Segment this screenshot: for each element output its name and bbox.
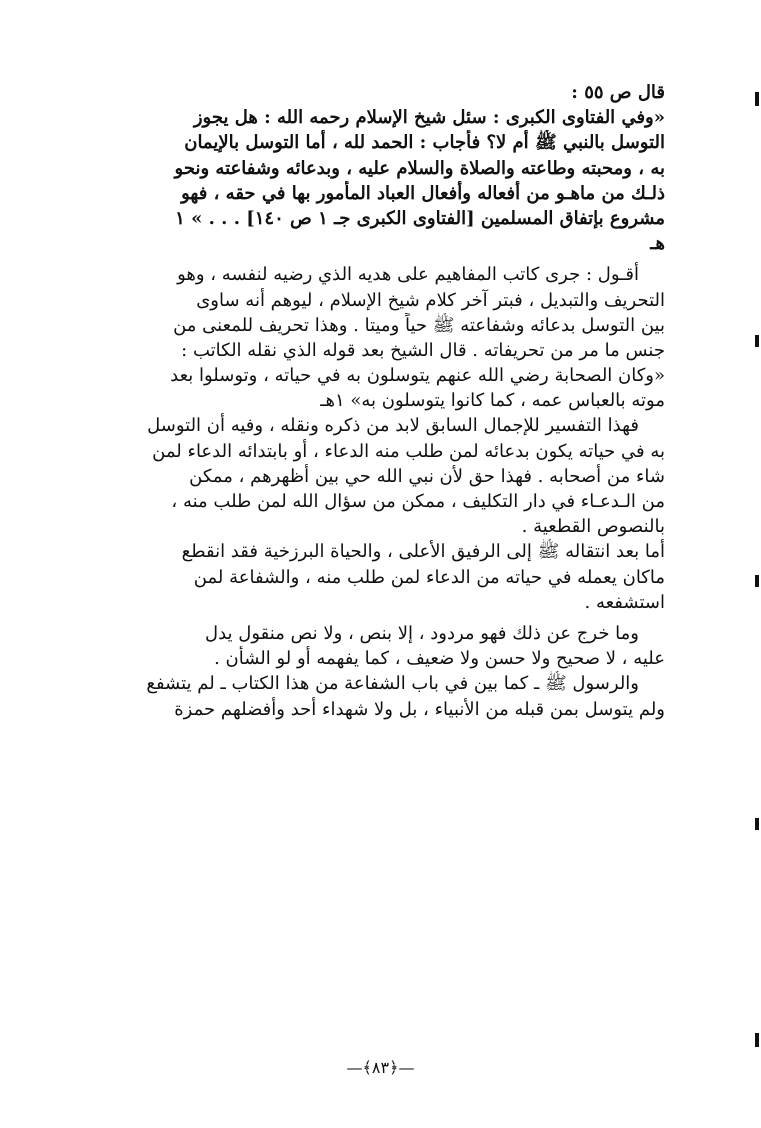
body-paragraph <box>120 262 665 413</box>
text-line: «وفي الفتاوى الكبرى : سئل شيخ الإسلام رحمه الله : هل يجوز <box>193 107 665 129</box>
text-line: استشفعه . <box>584 591 665 613</box>
text-line: بين التوسل بدعائه وشفاعته ﷺ حياً وميتا . وهذا تحريف للمعنى من <box>173 314 665 336</box>
text-line: ماكان يعمله في حياته من الدعاء لمن طلب منه ، والشفاعة لمن <box>193 566 665 588</box>
text-line: فهذا التفسير للإجمال السابق لابد من ذكره ونقله ، وفيه أن التوسل <box>147 415 639 437</box>
text-line: من الـدعـاء في دار التكليف ، ممكن من سؤال الله لمن طلب منه ، <box>171 491 665 512</box>
quote-paragraph <box>120 105 665 256</box>
text-line: ولم يتوسل بمن قبله من الأنبياء ، بل ولا شهداء أحد وأفضلهم حمزة <box>174 698 665 720</box>
body-paragraph <box>120 539 665 615</box>
section-heading: قال ص ٥٥ : <box>571 82 665 103</box>
scan-edge-mark <box>755 335 759 347</box>
page-number: —﴿٨٣﴾— <box>346 1058 415 1077</box>
scan-edge-mark <box>755 92 759 106</box>
scan-edge-mark <box>755 1033 759 1047</box>
body-paragraph <box>120 671 665 721</box>
page-body <box>120 80 665 722</box>
body-paragraph <box>120 621 665 671</box>
text-line: شاء من أصحابه . فهذا حق لأن نبي الله حي بين أظهرهم ، ممكن <box>189 465 665 487</box>
text-line: والرسول ﷺ ـ كما بين في باب الشفاعة من هذا الكتاب ـ لم يتشفع <box>146 673 639 695</box>
scan-edge-mark <box>755 575 759 587</box>
text-line: أقـول : جرى كاتب المفاهيم على هديه الذي رضيه لنفسه ، وهو <box>177 264 639 286</box>
text-line: عليه ، لا صحيح ولا حسن ولا ضعيف ، كما يفهمه أو لو الشأن . <box>214 648 665 670</box>
text-line: أما بعد انتقاله ﷺ إلى الرفيق الأعلى ، والحياة البرزخية فقد انقطع <box>181 541 665 563</box>
text-line: به في حياته يكون بدعائه لمن طلب منه الدعاء ، أو بابتدائه الدعاء لمن <box>152 440 665 462</box>
text-line: التحريف والتبديل ، فبتر آخر كلام شيخ الإسلام ، ليوهم أنه ساوى <box>196 289 665 311</box>
text-line: ذلـك من ماهـو من أفعاله وأفعال العباد المأمور بها في حقه ، فهو <box>181 182 665 204</box>
text-line: وما خرج عن ذلك فهو مردود ، إلا بنص ، ولا نص منقول يدل <box>205 622 639 644</box>
text-line: موته بالعباس عمه ، كما كانوا يتوسلون به» ١هـ <box>320 390 665 412</box>
text-line: جنس ما مر من تحريفاته . قال الشيخ بعد قوله الذي نقله الكاتب : <box>181 339 665 361</box>
text-line: هـ <box>650 233 665 255</box>
text-line: بالنصوص القطعية . <box>521 516 665 538</box>
body-paragraph <box>120 413 665 539</box>
scan-edge-mark <box>755 818 759 830</box>
text-line: مشروع بإتفاق المسلمين [الفتاوى الكبرى جـ ١ ص ١٤٠] . . . » ١ <box>175 207 665 229</box>
text-line: به ، ومحبته وطاعته والصلاة والسلام عليه ، وبدعائه وشفاعته ونحو <box>174 157 665 179</box>
text-line: «وكان الصحابة رضي الله عنهم يتوسلون به في حياته ، وتوسلوا بعد <box>170 365 665 387</box>
text-line: التوسل بالنبي ﷺ أم لا؟ فأجاب : الحمد لله ، أما التوسل بالإيمان <box>184 132 665 154</box>
